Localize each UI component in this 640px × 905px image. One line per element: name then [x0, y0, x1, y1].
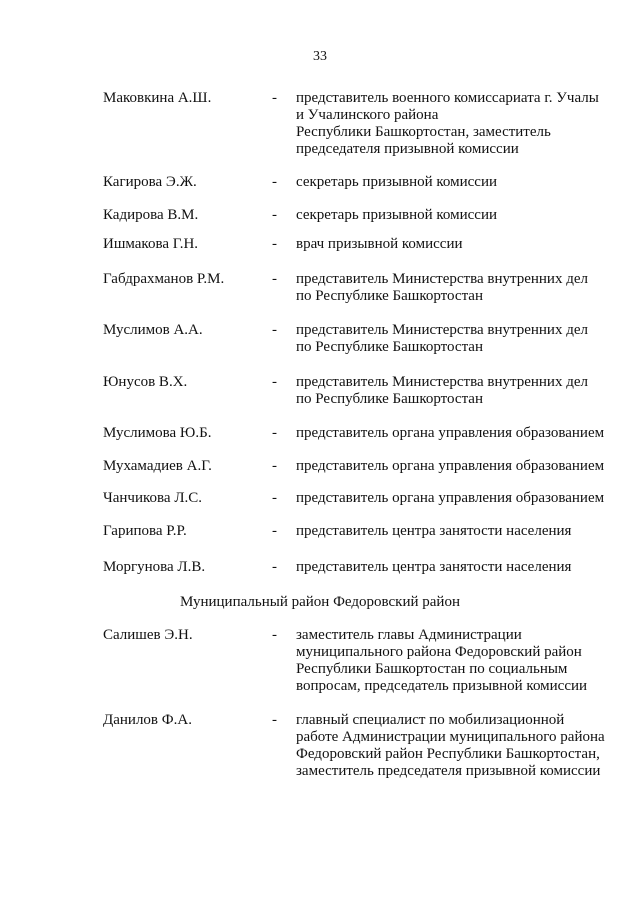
- member-name: Маковкина А.Ш.: [103, 90, 212, 106]
- role-line: представитель органа управления образованием: [296, 458, 605, 474]
- role-line: и Учалинского района: [296, 107, 439, 123]
- member-role: [296, 174, 626, 191]
- dash-separator: -: [272, 271, 277, 287]
- member-role: [296, 425, 626, 442]
- member-name: Мухамадиев А.Г.: [103, 458, 212, 474]
- role-line: представитель Министерства внутренних дел: [296, 374, 588, 390]
- member-role: [296, 559, 626, 576]
- role-line: заместитель главы Администрации: [296, 627, 522, 643]
- member-name: Габдрахманов Р.М.: [103, 271, 225, 287]
- role-line: представитель органа управления образованием: [296, 490, 605, 506]
- dash-separator: -: [272, 523, 277, 539]
- role-line: заместитель председателя призывной комиссии: [296, 763, 601, 779]
- role-line: муниципального района Федоровский район: [296, 644, 582, 660]
- dash-separator: -: [272, 712, 277, 728]
- dash-separator: -: [272, 174, 277, 190]
- role-line: секретарь призывной комиссии: [296, 207, 498, 223]
- role-line: по Республике Башкортостан: [296, 391, 483, 407]
- dash-separator: -: [272, 90, 277, 106]
- member-name: Салишев Э.Н.: [103, 627, 193, 643]
- dash-separator: -: [272, 236, 277, 252]
- member-name: Ишмакова Г.Н.: [103, 236, 199, 252]
- role-line: по Республике Башкортостан: [296, 339, 483, 355]
- dash-separator: -: [272, 627, 277, 643]
- member-role: [296, 458, 626, 475]
- member-role: [296, 90, 626, 158]
- role-line: представитель центра занятости населения: [296, 559, 572, 575]
- dash-separator: -: [272, 559, 277, 575]
- role-line: работе Администрации муниципального района: [296, 729, 605, 745]
- member-role: [296, 627, 626, 695]
- role-line: Федоровский район Республики Башкортостан,: [296, 746, 600, 762]
- dash-separator: -: [272, 322, 277, 338]
- role-line: представитель Министерства внутренних дел: [296, 271, 588, 287]
- member-name: Кагирова Э.Ж.: [103, 174, 197, 190]
- member-name: Кадирова В.М.: [103, 207, 199, 223]
- role-line: представитель органа управления образованием: [296, 425, 605, 441]
- member-role: [296, 490, 626, 507]
- dash-separator: -: [272, 458, 277, 474]
- member-role: [296, 271, 626, 305]
- dash-separator: -: [272, 490, 277, 506]
- member-role: [296, 712, 626, 780]
- role-line: Республики Башкортостан, заместитель: [296, 124, 551, 140]
- role-line: председателя призывной комиссии: [296, 141, 519, 157]
- member-name: Муслимова Ю.Б.: [103, 425, 212, 441]
- member-name: Юнусов В.Х.: [103, 374, 188, 390]
- page-number: 33: [313, 49, 327, 64]
- member-role: [296, 236, 626, 253]
- member-role: [296, 523, 626, 540]
- role-line: вопросам, председатель призывной комиссии: [296, 678, 588, 694]
- dash-separator: -: [272, 207, 277, 223]
- member-role: [296, 322, 626, 356]
- member-name: Муслимов А.А.: [103, 322, 203, 338]
- role-line: Республики Башкортостан по социальным: [296, 661, 568, 677]
- dash-separator: -: [272, 374, 277, 390]
- role-line: представитель военного комиссариата г. Учалы: [296, 90, 599, 106]
- section-heading: Муниципальный район Федоровский район: [180, 594, 460, 610]
- member-name: Чанчикова Л.С.: [103, 490, 203, 506]
- member-name: Данилов Ф.А.: [103, 712, 192, 728]
- member-role: [296, 374, 626, 408]
- role-line: секретарь призывной комиссии: [296, 174, 498, 190]
- role-line: представитель центра занятости населения: [296, 523, 572, 539]
- member-role: [296, 207, 626, 224]
- member-name: Гарипова Р.Р.: [103, 523, 187, 539]
- dash-separator: -: [272, 425, 277, 441]
- role-line: представитель Министерства внутренних дел: [296, 322, 588, 338]
- role-line: врач призывной комиссии: [296, 236, 463, 252]
- role-line: по Республике Башкортостан: [296, 288, 483, 304]
- member-name: Моргунова Л.В.: [103, 559, 206, 575]
- role-line: главный специалист по мобилизационной: [296, 712, 565, 728]
